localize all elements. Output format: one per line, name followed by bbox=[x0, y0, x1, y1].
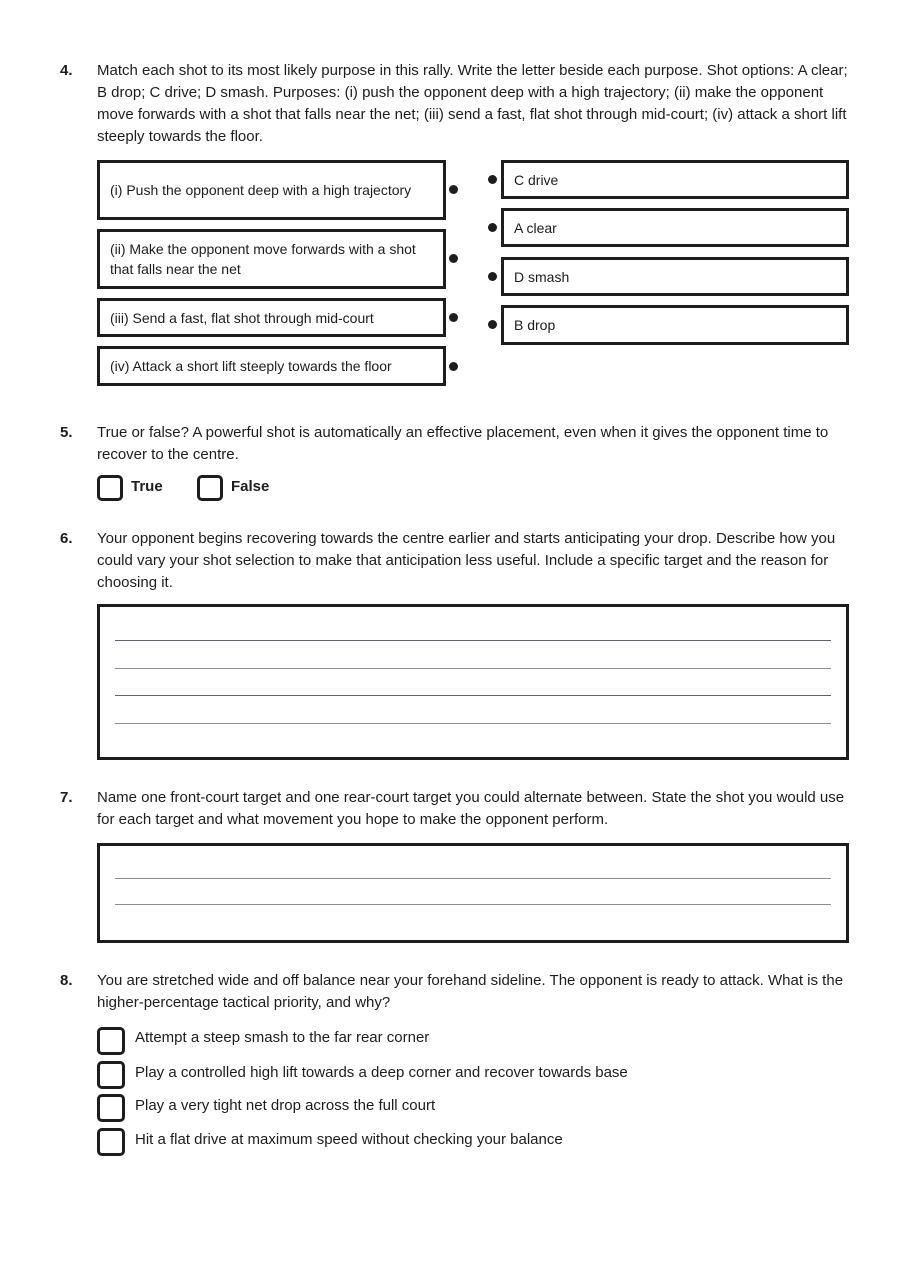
option-checkbox-2[interactable] bbox=[97, 1061, 125, 1089]
true-label: True bbox=[131, 478, 163, 495]
question-8 bbox=[60, 970, 850, 1014]
question-number: 5. bbox=[60, 424, 73, 441]
match-right-label: B drop bbox=[514, 317, 556, 333]
question-text: Name one front-court target and one rear-court target you could alternate between. State the shot you would use for each target and what movement you hope to make the opponent perform. bbox=[97, 789, 845, 828]
question-text: Match each shot to its most likely purpose in this rally. Write the letter beside each purpose. Shot options: A clear; B drop; C drive; D smash. Purposes: (i) push the opponent deep with a high trajectory; (ii) make the opponent move forwards with a shot that falls near the net; (iii) send a fast, flat shot through mid-court; (iv) attack a short lift steeply towards the floor. bbox=[97, 62, 848, 145]
question-text: True or false? A powerful shot is automatically an effective placement, even when it gives the opponent time to recover to the centre. bbox=[97, 424, 829, 463]
option-checkbox-1[interactable] bbox=[97, 1027, 125, 1055]
question-number: 7. bbox=[60, 789, 73, 806]
match-right-item-2[interactable] bbox=[501, 208, 849, 247]
match-left-item-1[interactable] bbox=[97, 160, 446, 220]
true-checkbox[interactable] bbox=[97, 475, 123, 501]
question-6 bbox=[60, 528, 850, 594]
question-text: You are stretched wide and off balance near your forehand sideline. The opponent is ready to attack. What is the higher-percentage tactical priority, and why? bbox=[97, 972, 844, 1011]
question-5 bbox=[60, 422, 850, 466]
match-left-connector-dot[interactable] bbox=[449, 313, 458, 322]
match-right-item-4[interactable] bbox=[501, 305, 849, 345]
answer-line bbox=[115, 723, 831, 724]
question-number: 8. bbox=[60, 972, 73, 989]
match-left-item-2[interactable] bbox=[97, 229, 446, 289]
false-label: False bbox=[231, 478, 270, 495]
answer-line bbox=[115, 640, 831, 641]
match-left-label: (ii) Make the opponent move forwards with a shot that falls near the net bbox=[110, 241, 416, 277]
question-number: 4. bbox=[60, 62, 73, 79]
match-left-label: (iv) Attack a short lift steeply towards the floor bbox=[110, 358, 392, 374]
question-4 bbox=[60, 60, 850, 148]
option-label: Play a controlled high lift towards a deep corner and recover towards base bbox=[135, 1064, 628, 1081]
match-right-label: A clear bbox=[514, 219, 557, 236]
match-right-label: C drive bbox=[514, 171, 559, 188]
option-label: Hit a flat drive at maximum speed without checking your balance bbox=[135, 1131, 563, 1148]
question-number: 6. bbox=[60, 530, 73, 547]
match-right-connector-dot[interactable] bbox=[488, 223, 497, 232]
option-checkbox-3[interactable] bbox=[97, 1094, 125, 1122]
match-right-connector-dot[interactable] bbox=[488, 320, 497, 329]
option-label: Attempt a steep smash to the far rear corner bbox=[135, 1029, 430, 1046]
match-left-item-4[interactable] bbox=[97, 346, 446, 386]
match-right-connector-dot[interactable] bbox=[488, 175, 497, 184]
answer-line bbox=[115, 878, 831, 879]
match-right-connector-dot[interactable] bbox=[488, 272, 497, 281]
match-right-label: D smash bbox=[514, 268, 570, 285]
answer-line bbox=[115, 668, 831, 669]
false-checkbox[interactable] bbox=[197, 475, 223, 501]
match-left-connector-dot[interactable] bbox=[449, 254, 458, 263]
answer-line bbox=[115, 695, 831, 696]
answer-line bbox=[115, 904, 831, 905]
answer-box-q7[interactable] bbox=[97, 843, 849, 943]
match-left-item-3[interactable] bbox=[97, 298, 446, 337]
match-left-label: (iii) Send a fast, flat shot through mid-court bbox=[110, 309, 374, 326]
question-7 bbox=[60, 787, 850, 831]
option-label: Play a very tight net drop across the full court bbox=[135, 1097, 436, 1114]
match-right-item-1[interactable] bbox=[501, 160, 849, 199]
answer-box-q6[interactable] bbox=[97, 604, 849, 760]
match-left-label: (i) Push the opponent deep with a high trajectory bbox=[110, 182, 412, 198]
option-checkbox-4[interactable] bbox=[97, 1128, 125, 1156]
match-left-connector-dot[interactable] bbox=[449, 362, 458, 371]
match-right-item-3[interactable] bbox=[501, 257, 849, 296]
match-left-connector-dot[interactable] bbox=[449, 185, 458, 194]
question-text: Your opponent begins recovering towards the centre earlier and starts anticipating your drop. Describe how you could vary your shot selection to make that anticipation less useful. Include a specific target and the reason for choosing it. bbox=[97, 530, 836, 591]
